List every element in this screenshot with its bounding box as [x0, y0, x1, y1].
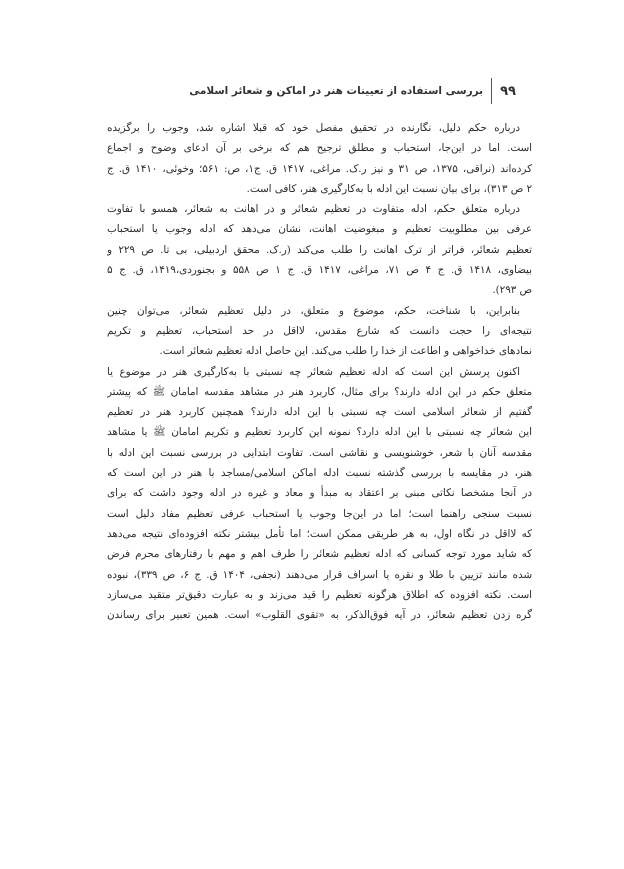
- text-line: ۲ ص ۳۱۳)، برای بیان نسبت این ادله با به‌کارگیری هنر، کافی است.: [246, 182, 532, 195]
- text-line: تعظیم شعائر، فراتر از ترک اهانت را طلب می‌کند (ر.ک. محقق اردبیلی، بی تا. ص ۲۲۹ و: [107, 243, 532, 256]
- text-line: شده مانند تزیین با طلا و نقره یا اسراف قرار می‌دهند (نجفی، ۱۴۰۴ ق. ج ۶، ص ۳۳۹)، نبوده: [107, 568, 532, 581]
- text-line: است. نکته افزوده که اطلاق هرگونه تعظیم را قید می‌زند و به عبارت دقیق‌تر متقید می‌سازد: [107, 588, 532, 601]
- paragraph: [107, 199, 532, 300]
- text-line: عرفی بین مطلوبیت تعظیم و مبغوضیت اهانت، نشان می‌دهد که ادله وجوب یا استحباب: [107, 223, 532, 236]
- text-line: درباره حکم دلیل، نگارنده در تحقیق مفصل خود که قبلا اشاره شد، وجوب را برگزیده: [107, 122, 520, 134]
- text-line: گفتیم از شعائر اسلامی است چه نسبتی با این ادله دارند؟ همچنین کاربرد هنر در تعظیم: [107, 406, 532, 419]
- text-line: مقدسه آنان با شعر، خوشنویسی و نقاشی است. تفاوت ابتدایی در بررسی نسبت این ادله با: [107, 446, 532, 459]
- text-line: بیضاوی، ۱۴۱۸ ق. ج ۴ ص ۷۱، مراغی، ۱۴۱۷ ق. ج ۱ ص ۵۵۸ و بجنوردی،۱۴۱۹، ق. ج ۵: [107, 264, 532, 277]
- text-line: متعلق حکم در این ادله دارند؟ برای مثال، کاربرد هنر در مشاهد مقدسه امامان ﷺ که پیشتر: [107, 385, 532, 398]
- text-line: که شاید مورد توجه کسانی که ادله تعظیم شعائر را طرف اهم و مهم با رفتارهای محرم فرض: [107, 548, 532, 561]
- text-line: گره زدن تعظیم شعائر، در آیه فوق‌الذکر، به «تقوی القلوب» است. همین تعبیر برای رساندن: [107, 609, 532, 622]
- page-header: [108, 80, 516, 102]
- text-line: نسبت سنجی راهنما است؛ اما در این‌جا وجوب یا استحباب عرفی تعظیم مفاد دلیل است: [107, 507, 532, 520]
- header-divider: [491, 78, 492, 104]
- text-line: در آنجا مشخصا نکاتی مبنی بر اعتقاد به مبدأ و معاد و غیره در ادله وجود داشت که برای: [107, 487, 532, 500]
- text-line: نتیجه‌ای را حجت دانست که شارع مقدس، لااقل در حد استحباب، تعظیم و تکریم: [107, 324, 532, 337]
- body-text: [107, 118, 532, 625]
- page-number: ۹۹: [500, 83, 516, 99]
- paragraph: [107, 362, 532, 626]
- text-line: بنابراین، با شناخت، حکم، موضوع و متعلق، در دلیل تعظیم شعائر، می‌توان چنین: [107, 304, 520, 317]
- text-line: ص ۲۹۳).: [492, 284, 532, 297]
- text-line: درباره متعلق حکم، ادله متفاوت در تعظیم شعائر و در اهانت به شعائر، همسو با تفاوت: [107, 203, 520, 216]
- text-line: هنر، در مقایسه با بررسی گذشته نسبت ادله اماکن اسلامی/مساجد با هنر در این است که: [107, 467, 532, 480]
- text-line: این شعائر چه نسبتی با این ادله دارد؟ نمونه این کاربرد تعظیم و تکریم امامان ﷺ یا مشاهد: [107, 426, 532, 439]
- text-line: نمادهای خداخواهی و اطاعت از خدا را طلب می‌کند. این حاصل ادله تعظیم شعائر است.: [159, 345, 532, 358]
- paragraph: [107, 301, 532, 362]
- text-line: کرده‌اند (نراقی، ۱۳۷۵، ص ۳۱ و نیز ر.ک. مراغی، ۱۴۱۷ ق. ج۱، ص: ۵۶۱؛ وخوئی، ۱۴۱۰ ق. ج: [107, 162, 532, 175]
- text-line: که لااقل در نگاه اول، به هر طریقی ممکن است؛ اما تأمل بیشتر نکته افزوده‌ای نتیجه می‌دهد: [107, 527, 532, 540]
- running-title: بررسی استفاده از تعیینات هنر در اماکن و شعائر اسلامی: [189, 85, 484, 97]
- paragraph: [107, 118, 532, 199]
- text-line: است. اما در این‌جا، استحباب و مطلق ترجیح هم که برخی بر آن ادعای وضوح و اجماع: [107, 142, 532, 155]
- text-line: اکنون پرسش این است که ادله تعظیم شعائر چه نسبتی با به‌کارگیری هنر در موضوع یا: [107, 365, 520, 378]
